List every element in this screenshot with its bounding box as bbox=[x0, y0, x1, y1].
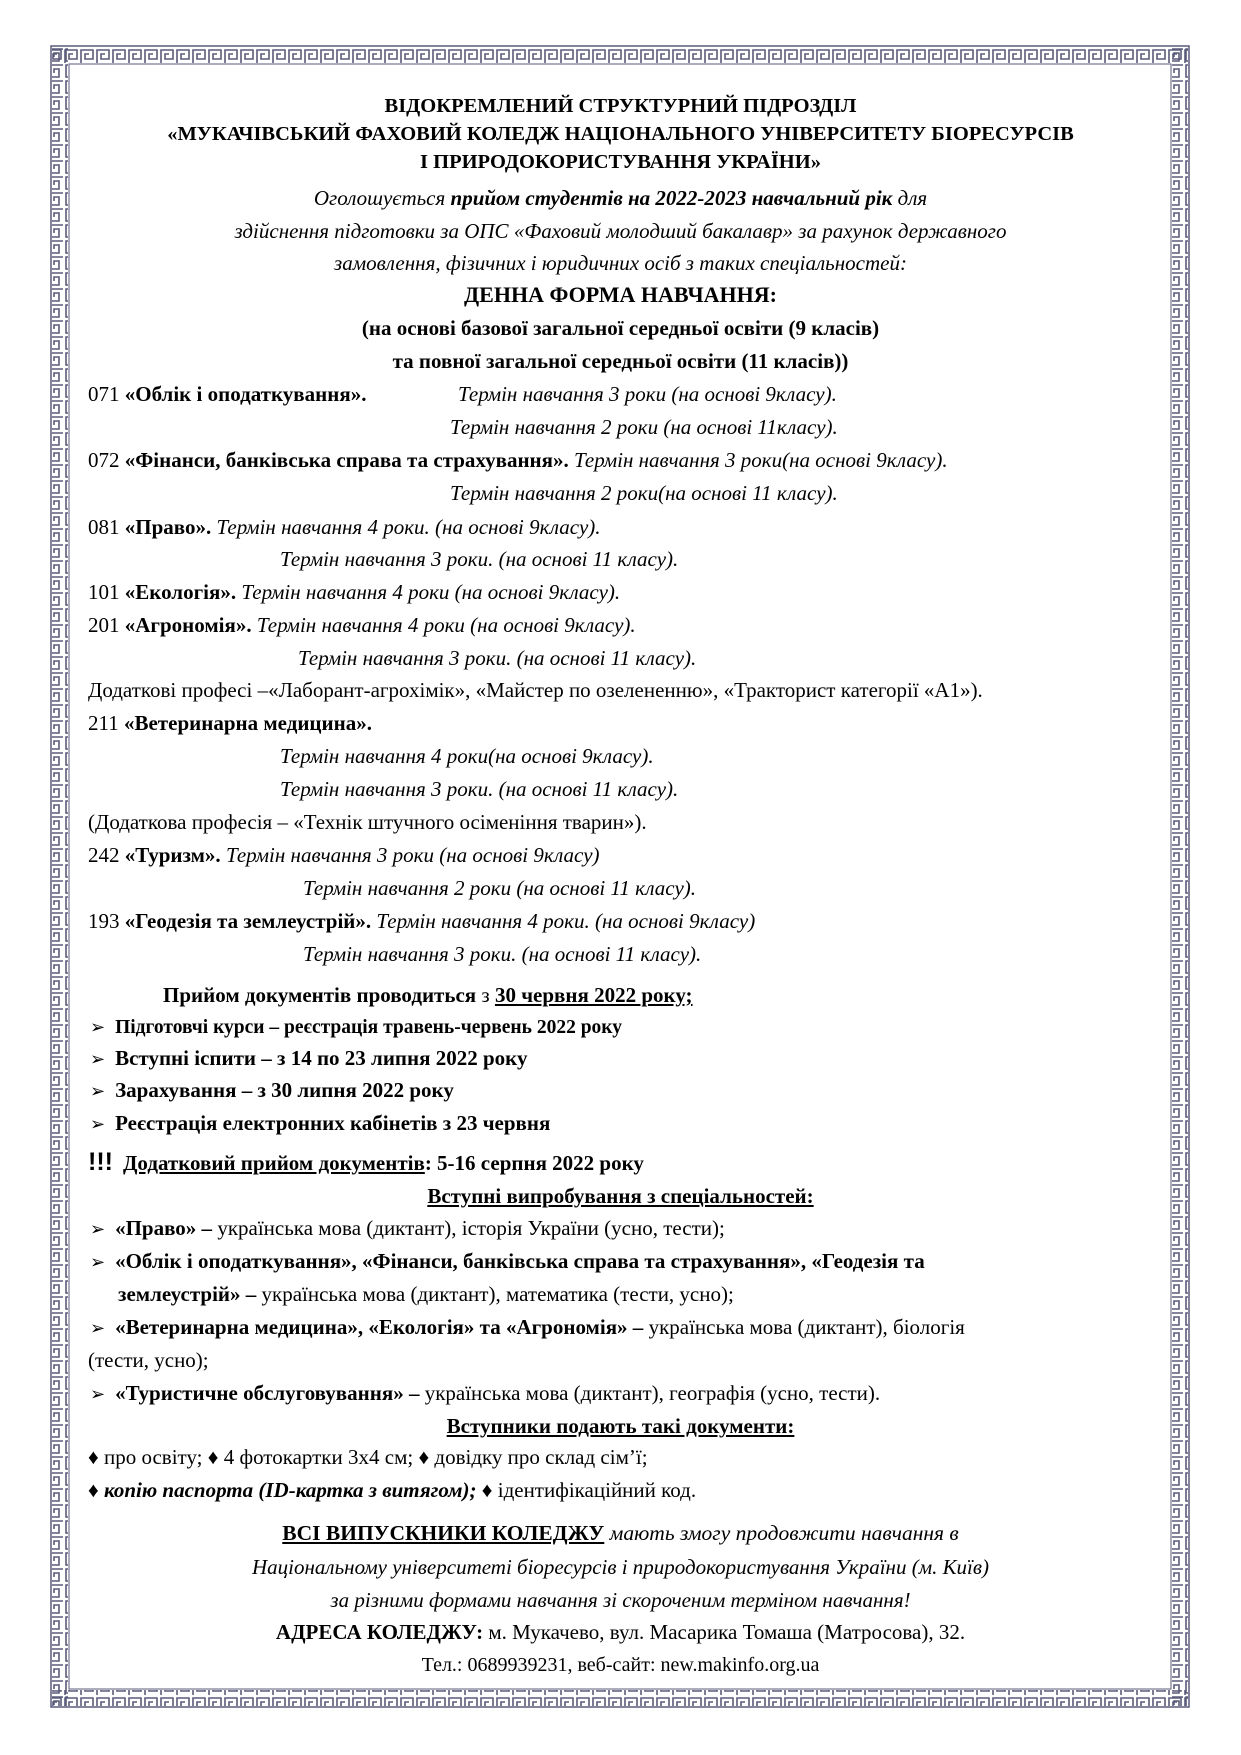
intro-line-2: здійснення підготовки за ОПС «Фаховий молодший бакалавр» за рахунок державного bbox=[234, 219, 1007, 243]
documents-line-2: ♦ копію паспорта (ID-картка з витягом); ♦ ідентифікаційний код. bbox=[88, 1478, 697, 1502]
exam-item-4: ➢ «Туристичне обслуговування» – українська мова (диктант), географія (усно, тести). bbox=[90, 1381, 881, 1405]
header-line-1: ВІДОКРЕМЛЕНИЙ СТРУКТУРНИЙ ПІДРОЗДІЛ bbox=[384, 95, 857, 117]
admission-item-3: ➢ Зарахування – з 30 липня 2022 року bbox=[90, 1078, 454, 1102]
specialty-211-term-2: Термін навчання 3 роки. (на основі 11 класу). bbox=[280, 777, 679, 801]
arrow-bullet-icon: ➢ bbox=[90, 1017, 106, 1038]
arrow-bullet-icon: ➢ bbox=[90, 1219, 106, 1240]
specialty-072: 072 «Фінанси, банківська справа та страхування». Термін навчання 3 роки(на основі 9класу). bbox=[88, 448, 948, 472]
specialty-081: 081 «Право». Термін навчання 4 роки. (на основі 9класу). bbox=[88, 515, 601, 539]
header-line-3: І ПРИРОДОКОРИСТУВАННЯ УКРАЇНИ» bbox=[420, 151, 821, 173]
exam-item-3: ➢ «Ветеринарна медицина», «Екологія» та «Агрономія» – українська мова (диктант), біологія bbox=[90, 1315, 965, 1339]
exam-item-2: ➢ «Облік і оподаткування», «Фінанси, банківська справа та страхування», «Геодезія та bbox=[90, 1249, 925, 1273]
specialty-071-term-1: Термін навчання 3 роки (на основі 9класу). bbox=[458, 382, 837, 406]
specialty-211-term-1: Термін навчання 4 роки(на основі 9класу). bbox=[280, 744, 654, 768]
specialty-193-term-2: Термін навчання 3 роки. (на основі 11 класу). bbox=[303, 942, 702, 966]
college-contacts: Тел.: 0689939231, веб-сайт: new.makinfo.org.ua bbox=[421, 1654, 820, 1676]
intro-line-1: Оголошується прийом студентів на 2022-2023 навчальний рік для bbox=[313, 186, 928, 210]
documents-title: Вступники подають такі документи: bbox=[446, 1414, 795, 1438]
arrow-bullet-icon: ➢ bbox=[90, 1081, 106, 1102]
graduates-line-2: Національному університеті біоресурсів і природокористування України (м. Київ) bbox=[252, 1555, 989, 1579]
intro-line-3: замовлення, фізичних і юридичних осіб з таких спеціальностей: bbox=[334, 251, 907, 275]
documents-line-1: ♦ про освіту; ♦ 4 фотокартки 3х4 см; ♦ довідку про склад сім’ї; bbox=[88, 1445, 648, 1469]
college-address: АДРЕСА КОЛЕДЖУ: м. Мукачево, вул. Масарика Томаша (Матросова), 32. bbox=[275, 1620, 966, 1644]
exams-title: Вступні випробування з спеціальностей: bbox=[427, 1184, 814, 1208]
arrow-bullet-icon: ➢ bbox=[90, 1384, 106, 1405]
graduates-line-3: за різними формами навчання зі скороченим терміном навчання! bbox=[330, 1588, 911, 1612]
specialty-081-term-2: Термін навчання 3 роки. (на основі 11 класу). bbox=[280, 547, 679, 571]
arrow-bullet-icon: ➢ bbox=[90, 1318, 106, 1339]
exam-item-3-cont: (тести, усно); bbox=[88, 1348, 209, 1372]
study-basis-2: та повної загальної середньої освіти (11 класів)) bbox=[392, 349, 849, 373]
specialty-201-extra: Додаткові професі –«Лаборант-агрохімік», «Майстер по озелененню», «Тракторист категорії «А1»). bbox=[88, 678, 983, 702]
arrow-bullet-icon: ➢ bbox=[90, 1114, 106, 1135]
specialty-193: 193 «Геодезія та землеустрій». Термін навчання 4 роки. (на основі 9класу) bbox=[88, 909, 756, 933]
admission-item-4: ➢ Реєстрація електронних кабінетів з 23 червня bbox=[90, 1111, 551, 1135]
specialty-242: 242 «Туризм». Термін навчання 3 роки (на основі 9класу) bbox=[88, 843, 600, 867]
admission-item-2: ➢ Вступні іспити – з 14 по 23 липня 2022 року bbox=[90, 1046, 528, 1070]
exam-item-1: ➢ «Право» – українська мова (диктант), історія України (усно, тести); bbox=[90, 1216, 725, 1240]
specialty-072-term-2: Термін навчання 2 роки(на основі 11 класу). bbox=[450, 481, 838, 505]
arrow-bullet-icon: ➢ bbox=[90, 1252, 106, 1273]
specialty-201: 201 «Агрономія». Термін навчання 4 роки (на основі 9класу). bbox=[88, 613, 636, 637]
admission-lead: Прийом документів проводиться з 30 червня 2022 року; bbox=[163, 983, 693, 1007]
specialty-211-extra: (Додаткова професія – «Технік штучного осіменіння тварин»). bbox=[88, 810, 647, 834]
study-basis-1: (на основі базової загальної середньої освіти (9 класів) bbox=[361, 316, 880, 340]
graduates-line: ВСІ ВИПУСКНИКИ КОЛЕДЖУ мають змогу продовжити навчання в bbox=[282, 1521, 959, 1545]
admission-item-1: ➢ Підготовчі курси – реєстрація травень-червень 2022 року bbox=[90, 1017, 623, 1038]
specialty-101: 101 «Екологія». Термін навчання 4 роки (на основі 9класу). bbox=[88, 580, 621, 604]
study-form-title: ДЕННА ФОРМА НАВЧАННЯ: bbox=[464, 282, 777, 307]
arrow-bullet-icon: ➢ bbox=[90, 1049, 106, 1070]
specialty-242-term-2: Термін навчання 2 роки (на основі 11 класу). bbox=[303, 876, 697, 900]
exam-item-2-cont: землеустрій» – українська мова (диктант), математика (тести, усно); bbox=[118, 1282, 734, 1306]
specialty-071-term-2: Термін навчання 2 роки (на основі 11класу). bbox=[450, 415, 838, 439]
additional-admission: !!! Додатковий прийом документів: 5-16 серпня 2022 року bbox=[88, 1148, 644, 1176]
specialty-201-term-2: Термін навчання 3 роки. (на основі 11 класу). bbox=[298, 646, 697, 670]
specialty-211: 211 «Ветеринарна медицина». bbox=[88, 711, 372, 735]
specialty-071: 071 «Облік і оподаткування». bbox=[88, 382, 367, 406]
header-line-2: «МУКАЧІВСЬКИЙ ФАХОВИЙ КОЛЕДЖ НАЦІОНАЛЬНОГО УНІВЕРСИТЕТУ БІОРЕСУРСІВ bbox=[167, 123, 1074, 145]
